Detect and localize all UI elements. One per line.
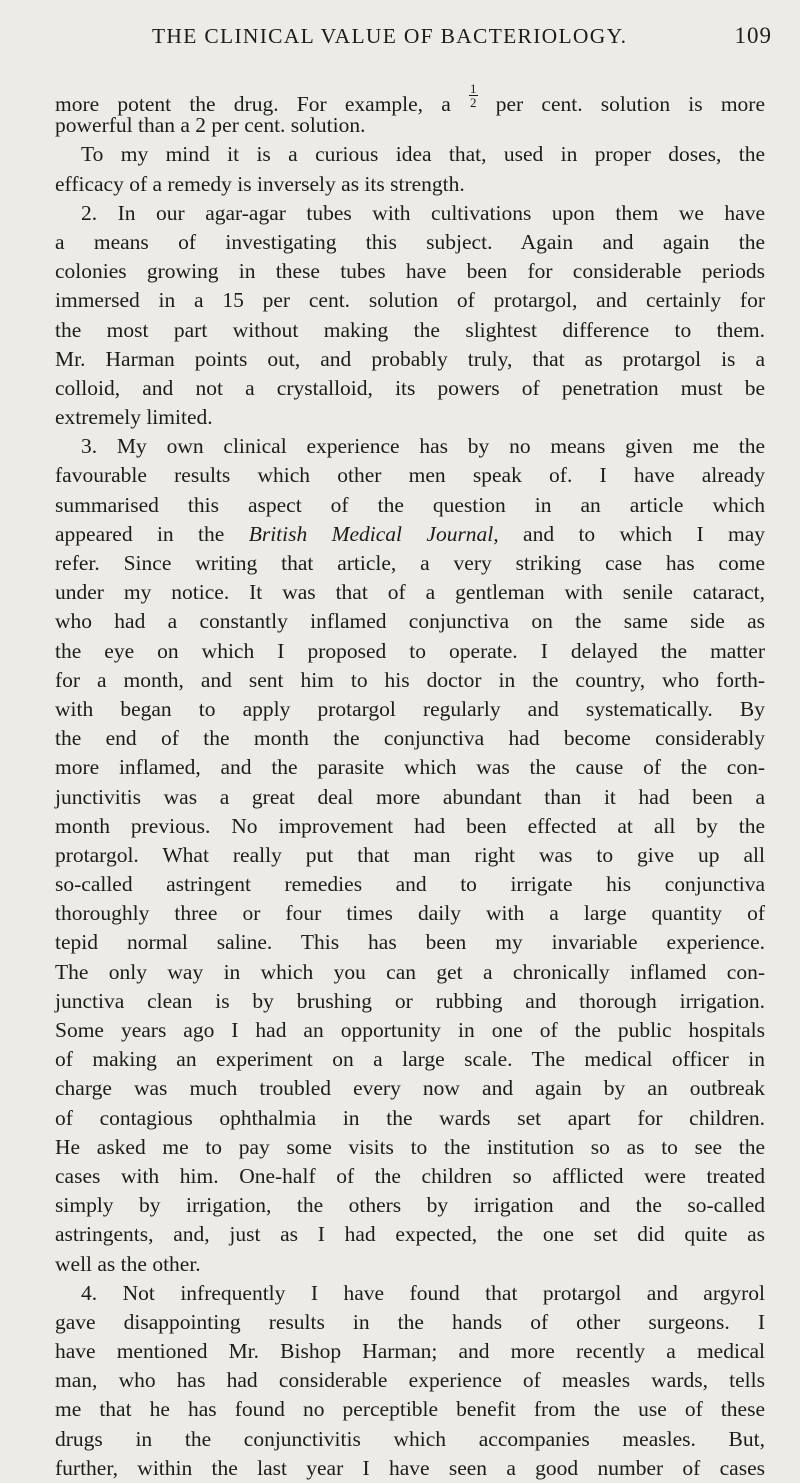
text-line: of contagious ophthalmia in the wards set apart for children. bbox=[55, 1105, 765, 1130]
text-line: me that he has found no perceptible benefit from the use of these bbox=[55, 1397, 765, 1422]
text-line: To my mind it is a curious idea that, used in proper doses, the bbox=[81, 142, 765, 167]
text-line: of making an experiment on a large scale. The medical officer in bbox=[55, 1047, 765, 1072]
text-line: man, who has had considerable experience of measles wards, tells bbox=[55, 1368, 765, 1393]
text-line: Some years ago I had an opportunity in one of the public hospitals bbox=[55, 1018, 765, 1042]
text-line: more inflamed, and the parasite which was the cause of the con- bbox=[55, 755, 765, 780]
text-line: favourable results which other men speak of. I have already bbox=[55, 463, 765, 488]
running-header bbox=[0, 16, 800, 56]
text-line: appeared in the British Medical Journal, and to which I may bbox=[55, 521, 766, 546]
text-line: thoroughly three or four times daily with a large quantity of bbox=[55, 901, 765, 926]
page-number: 109 bbox=[734, 23, 772, 48]
text-line: Mr. Harman points out, and probably truly, that as protargol is a bbox=[55, 346, 765, 371]
text-line: a means of investigating this subject. Again and again the bbox=[55, 229, 765, 254]
text-line: who had a constantly inflamed conjunctiva on the same side as bbox=[55, 609, 765, 634]
text-line: He asked me to pay some visits to the institution so as to see the bbox=[55, 1134, 765, 1159]
text-line: simply by irrigation, the others by irrigation and the so-called bbox=[55, 1193, 765, 1218]
journal-title: British Medical Journal, bbox=[248, 521, 499, 546]
text-line: for a month, and sent him to his doctor in the country, who forth- bbox=[55, 667, 765, 692]
text-line: The only way in which you can get a chronically inflamed con- bbox=[55, 959, 765, 984]
text-line: colloid, and not a crystalloid, its powers of penetration must be bbox=[55, 375, 765, 400]
text-line: have mentioned Mr. Bishop Harman; and more recently a medical bbox=[55, 1339, 765, 1364]
paragraph-3-start: 3. My own clinical experience has by no means given me the bbox=[81, 434, 765, 459]
text-line: efficacy of a remedy is inversely as its strength. bbox=[55, 171, 465, 196]
text-line: powerful than a 2 per cent. solution. bbox=[55, 113, 366, 138]
text-line: summarised this aspect of the question in an article which bbox=[55, 492, 765, 517]
paragraph-4-start: 4. Not infrequently I have found that protargol and argyrol bbox=[81, 1280, 765, 1305]
text-line: drugs in the conjunctivitis which accompanies measles. But, bbox=[55, 1426, 765, 1451]
text-line: with began to apply protargol regularly and systematically. By bbox=[55, 696, 765, 721]
text-line: month previous. No improvement had been effected at all by the bbox=[55, 813, 765, 838]
text-line: gave disappointing results in the hands of other surgeons. I bbox=[55, 1309, 765, 1334]
text-line: colonies growing in these tubes have been for considerable periods bbox=[55, 259, 765, 284]
text-line: well as the other. bbox=[55, 1251, 201, 1276]
text-line: the most part without making the slightest difference to them. bbox=[55, 317, 765, 342]
running-title: THE CLINICAL VALUE OF BACTERIOLOGY. bbox=[152, 24, 628, 48]
text-line: further, within the last year I have seen a good number of cases bbox=[55, 1455, 765, 1480]
text-line: the end of the month the conjunctiva had become considerably bbox=[55, 726, 765, 751]
text-line: cases with him. One-half of the children so afflicted were treated bbox=[55, 1163, 765, 1188]
text-line: junctivitis was a great deal more abundant than it had been a bbox=[55, 784, 765, 809]
fraction-one-half: $\frac{1}{2}$ bbox=[470, 81, 477, 110]
text-line: refer. Since writing that article, a very striking case has come bbox=[55, 551, 765, 575]
text-line: tepid normal saline. This has been my invariable experience. bbox=[55, 930, 765, 955]
text-line: under my notice. It was that of a gentleman with senile cataract, bbox=[55, 580, 765, 605]
paragraph-2-start: 2. In our agar-agar tubes with cultivations upon them we have bbox=[81, 200, 765, 225]
text-line: immersed in a 15 per cent. solution of protargol, and certainly for bbox=[55, 288, 765, 313]
text-line: junctiva clean is by brushing or rubbing and thorough irrigation. bbox=[55, 988, 765, 1013]
text-line: charge was much troubled every now and again by an outbreak bbox=[55, 1076, 765, 1101]
text-line: protargol. What really put that man right was to give up all bbox=[55, 842, 765, 867]
text-line: the eye on which I proposed to operate. I delayed the matter bbox=[55, 638, 765, 663]
text-line: so-called astringent remedies and to irrigate his conjunctiva bbox=[55, 872, 765, 897]
text-line: extremely limited. bbox=[55, 405, 213, 430]
body-text bbox=[55, 82, 765, 1483]
text-line: astringents, and, just as I had expected, the one set did quite as bbox=[55, 1222, 765, 1247]
text-line: more potent the drug. For example, a $\frac{1}{2}$ per cent. solution is more bbox=[55, 81, 766, 116]
